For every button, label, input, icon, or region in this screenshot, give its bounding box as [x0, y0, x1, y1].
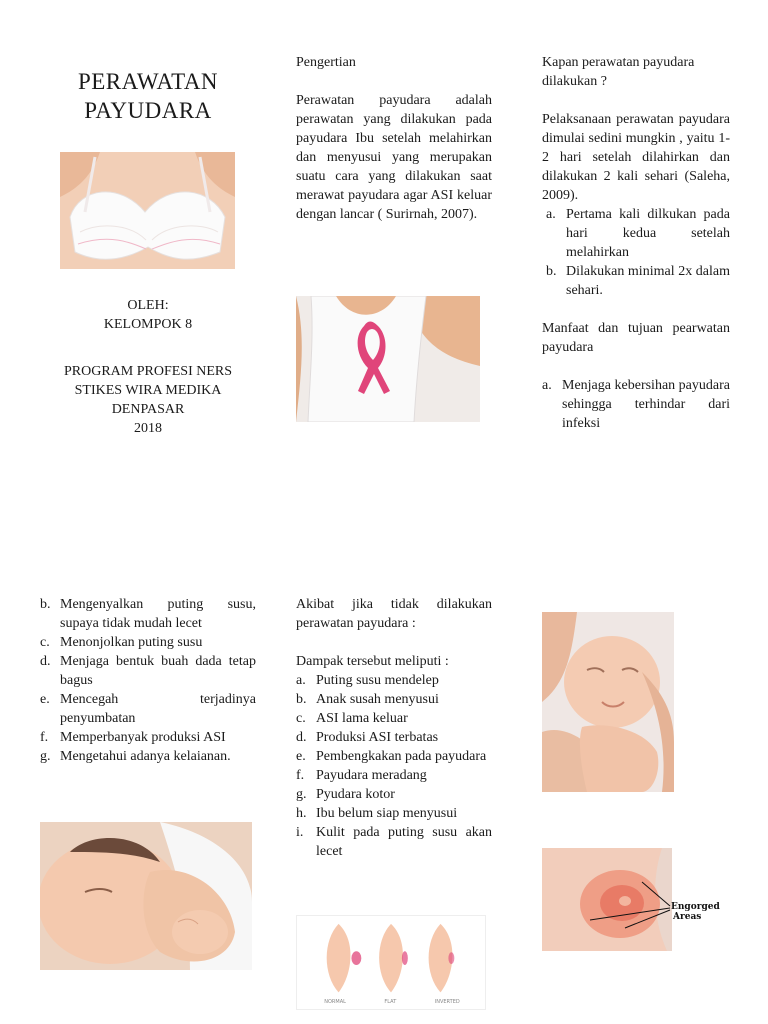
- list-item: a. Pertama kali dilkukan pada hari kedua setelah melahirkan: [546, 207, 730, 260]
- flat-label: FLAT: [384, 999, 397, 1005]
- list-item: a. Menjaga kebersihan payudara sehingga terhindar dari infeksi: [542, 378, 730, 431]
- list-item: g. Mengetahui adanya kelaianan.: [40, 749, 231, 764]
- list-item: e. Pembengkakan pada payudara: [296, 749, 487, 764]
- year-label: 2018: [134, 421, 162, 436]
- city-label: DENPASAR: [111, 402, 185, 417]
- list-item: e. Mencegah terjadinya penyumbatan: [40, 692, 256, 726]
- title-line-2: PAYUDARA: [84, 98, 212, 123]
- engorged-label-line-2: Areas: [673, 912, 702, 922]
- list-item: b. Dilakukan minimal 2x dalam sehari.: [546, 264, 730, 298]
- definition-heading: Pengertian: [296, 55, 356, 70]
- title-line-1: PERAWATAN: [77, 69, 219, 94]
- engorged-label-line-1: Engorged: [671, 902, 720, 912]
- author-block: [40, 296, 256, 334]
- list-item: f. Memperbanyak produksi ASI: [40, 730, 226, 745]
- inverted-label: INVERTED: [434, 999, 460, 1005]
- list-item: b. Anak susah menyusui: [296, 692, 439, 707]
- list-item: h. Ibu belum siap menyusui: [296, 806, 458, 821]
- consequences-list: [296, 671, 492, 861]
- nipple-types-diagram: [296, 915, 486, 1010]
- list-item: i. Kulit pada puting susu akan lecet: [296, 825, 492, 859]
- list-item: c. Menonjolkan puting susu: [40, 635, 203, 650]
- definition-body: Perawatan payudara adalah perawatan yang dilakukan pada payudara Ibu setelah melahirkan dan menyusui yang merupakan suatu cara yang dilakukan saat merawat payudara agar ASI keluar dengan lancar ( Surirnah, 2007).: [296, 93, 492, 222]
- stikes-label: STIKES WIRA MEDIKA: [74, 383, 222, 398]
- list-item: f. Payudara meradang: [296, 768, 427, 783]
- benefits-heading: Manfaat dan tujuan pearwatan payudara: [542, 321, 730, 355]
- normal-label: NORMAL: [324, 999, 346, 1005]
- program-label: PROGRAM PROFESI NERS: [63, 364, 233, 379]
- kelompok-label: KELOMPOK 8: [103, 317, 193, 332]
- engorged-label: [671, 902, 731, 922]
- benefits-list: [542, 376, 730, 433]
- list-item: b. Mengenyalkan puting susu, supaya tidak mudah lecet: [40, 597, 256, 631]
- page-title: [40, 67, 256, 125]
- institution-block: [40, 362, 256, 438]
- consequences-sub: Dampak tersebut meliputi :: [296, 654, 449, 669]
- timing-list: [542, 205, 730, 300]
- timing-body: Pelaksanaan perawatan payudara dimulai sedini mungkin , yaitu 1-2 hari setelah dilahirkan dan dilakukan 2 kali sehari (Saleha, 2009).: [542, 112, 730, 203]
- consequences-section: [296, 595, 492, 861]
- engorged-pointer-lines: [580, 880, 680, 930]
- oleh-label: OLEH:: [127, 298, 169, 313]
- bra-photo: [60, 152, 235, 269]
- benefits-list-continued: [40, 595, 256, 766]
- pink-ribbon-photo: [296, 296, 480, 422]
- breastfeeding-photo: [40, 822, 252, 970]
- list-item: d. Produksi ASI terbatas: [296, 730, 439, 745]
- list-item: d. Menjaga bentuk buah dada tetap bagus: [40, 654, 256, 688]
- timing-section: [542, 53, 730, 433]
- definition-section: [296, 53, 492, 224]
- list-item: c. ASI lama keluar: [296, 711, 408, 726]
- list-item: g. Pyudara kotor: [296, 787, 395, 802]
- timing-question: Kapan perawatan payudara dilakukan ?: [542, 55, 695, 89]
- list-item: a. Puting susu mendelep: [296, 673, 439, 688]
- consequences-heading: Akibat jika tidak dilakukan perawatan payudara :: [296, 597, 492, 631]
- baby-photo: [542, 612, 674, 792]
- diagram-labels: [305, 998, 479, 1006]
- benefits-continued: [40, 595, 256, 766]
